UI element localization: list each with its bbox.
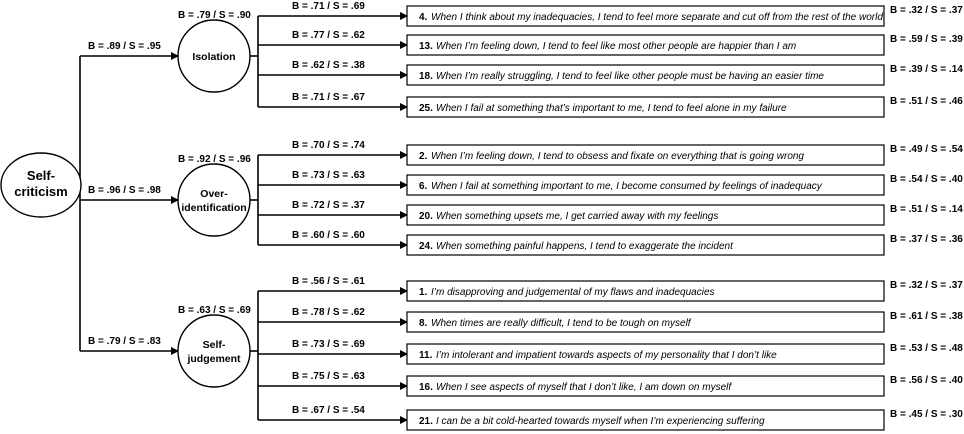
- item-number: 20.: [419, 211, 433, 222]
- item-text: When I see aspects of myself that I don’t like, I am down on myself: [436, 382, 732, 393]
- item-text: I’m disapproving and judgemental of my flaws and inadequacies: [431, 287, 715, 298]
- item-number: 13.: [419, 41, 433, 52]
- item-number: 21.: [419, 416, 433, 427]
- path-coefficient: B = .89 / S = .95: [88, 41, 161, 52]
- item-text: When I fail at something important to me, I become consumed by feelings of inadequacy: [431, 181, 822, 192]
- item-r-squared: B = .56 / S = .40: [890, 375, 963, 386]
- item-text: When I fail at something that’s important to me, I tend to feel alone in my failure: [436, 103, 787, 114]
- item-text: I can be a bit cold-hearted towards myself when I’m experiencing suffering: [436, 416, 765, 427]
- factor-coefficient: B = .79 / S = .90: [178, 10, 251, 21]
- factor-node-1: [178, 164, 250, 236]
- item-r-squared: B = .61 / S = .38: [890, 311, 963, 322]
- item-number: 11.: [419, 350, 433, 361]
- item-r-squared: B = .39 / S = .14: [890, 64, 963, 75]
- item-loading: B = .71 / S = .69: [292, 1, 365, 12]
- item-r-squared: B = .45 / S = .30: [890, 409, 963, 420]
- item-number: 25.: [419, 103, 433, 114]
- item-text: When I’m really struggling, I tend to feel like other people must be having an easier time: [436, 71, 824, 82]
- factor-label: Self-: [202, 339, 226, 351]
- item-number: 8.: [419, 318, 428, 329]
- item-loading: B = .56 / S = .61: [292, 276, 365, 287]
- item-r-squared: B = .49 / S = .54: [890, 144, 963, 155]
- item-text: When something upsets me, I get carried away with my feelings: [436, 211, 719, 222]
- item-loading: B = .70 / S = .74: [292, 140, 365, 151]
- item-number: 4.: [419, 12, 428, 23]
- item-r-squared: B = .37 / S = .36: [890, 234, 963, 245]
- factor-label: Isolation: [192, 51, 236, 63]
- item-text: When I think about my inadequacies, I tend to feel more separate and cut off from the rest of the world: [431, 12, 883, 23]
- item-text: When something painful happens, I tend to exaggerate the incident: [436, 241, 733, 252]
- item-text: When I’m feeling down, I tend to feel like most other people are happier than I am: [436, 41, 797, 52]
- factor-coefficient: B = .92 / S = .96: [178, 154, 251, 165]
- item-r-squared: B = .59 / S = .39: [890, 34, 963, 45]
- item-loading: B = .78 / S = .62: [292, 307, 365, 318]
- item-loading: B = .62 / S = .38: [292, 60, 365, 71]
- item-loading: B = .77 / S = .62: [292, 30, 365, 41]
- item-loading: B = .67 / S = .54: [292, 405, 365, 416]
- factor-label: identification: [181, 202, 247, 214]
- root-label-line: criticism: [14, 184, 68, 199]
- item-r-squared: B = .51 / S = .14: [890, 204, 963, 215]
- path-coefficient: B = .96 / S = .98: [88, 185, 161, 196]
- item-r-squared: B = .51 / S = .46: [890, 96, 963, 107]
- factor-label: judgement: [187, 353, 241, 365]
- item-r-squared: B = .53 / S = .48: [890, 343, 963, 354]
- factor-coefficient: B = .63 / S = .69: [178, 305, 251, 316]
- item-loading: B = .73 / S = .69: [292, 339, 365, 350]
- factor-label: Over-: [200, 188, 228, 200]
- item-text: When times are really difficult, I tend to be tough on myself: [431, 318, 691, 329]
- item-text: When I’m feeling down, I tend to obsess and fixate on everything that is going wrong: [431, 151, 804, 162]
- item-loading: B = .71 / S = .67: [292, 92, 365, 103]
- item-r-squared: B = .32 / S = .37: [890, 5, 963, 16]
- item-r-squared: B = .32 / S = .37: [890, 280, 963, 291]
- item-number: 24.: [419, 241, 433, 252]
- item-number: 16.: [419, 382, 433, 393]
- item-r-squared: B = .54 / S = .40: [890, 174, 963, 185]
- item-number: 2.: [419, 151, 428, 162]
- factor-node-2: [178, 315, 250, 387]
- item-number: 18.: [419, 71, 433, 82]
- path-coefficient: B = .79 / S = .83: [88, 336, 161, 347]
- root-label-line: Self-: [26, 168, 56, 183]
- item-number: 1.: [419, 287, 428, 298]
- item-number: 6.: [419, 181, 428, 192]
- item-loading: B = .75 / S = .63: [292, 371, 365, 382]
- item-loading: B = .60 / S = .60: [292, 230, 365, 241]
- item-loading: B = .72 / S = .37: [292, 200, 365, 211]
- item-text: I’m intolerant and impatient towards aspects of my personality that I don’t like: [436, 350, 777, 361]
- item-loading: B = .73 / S = .63: [292, 170, 365, 181]
